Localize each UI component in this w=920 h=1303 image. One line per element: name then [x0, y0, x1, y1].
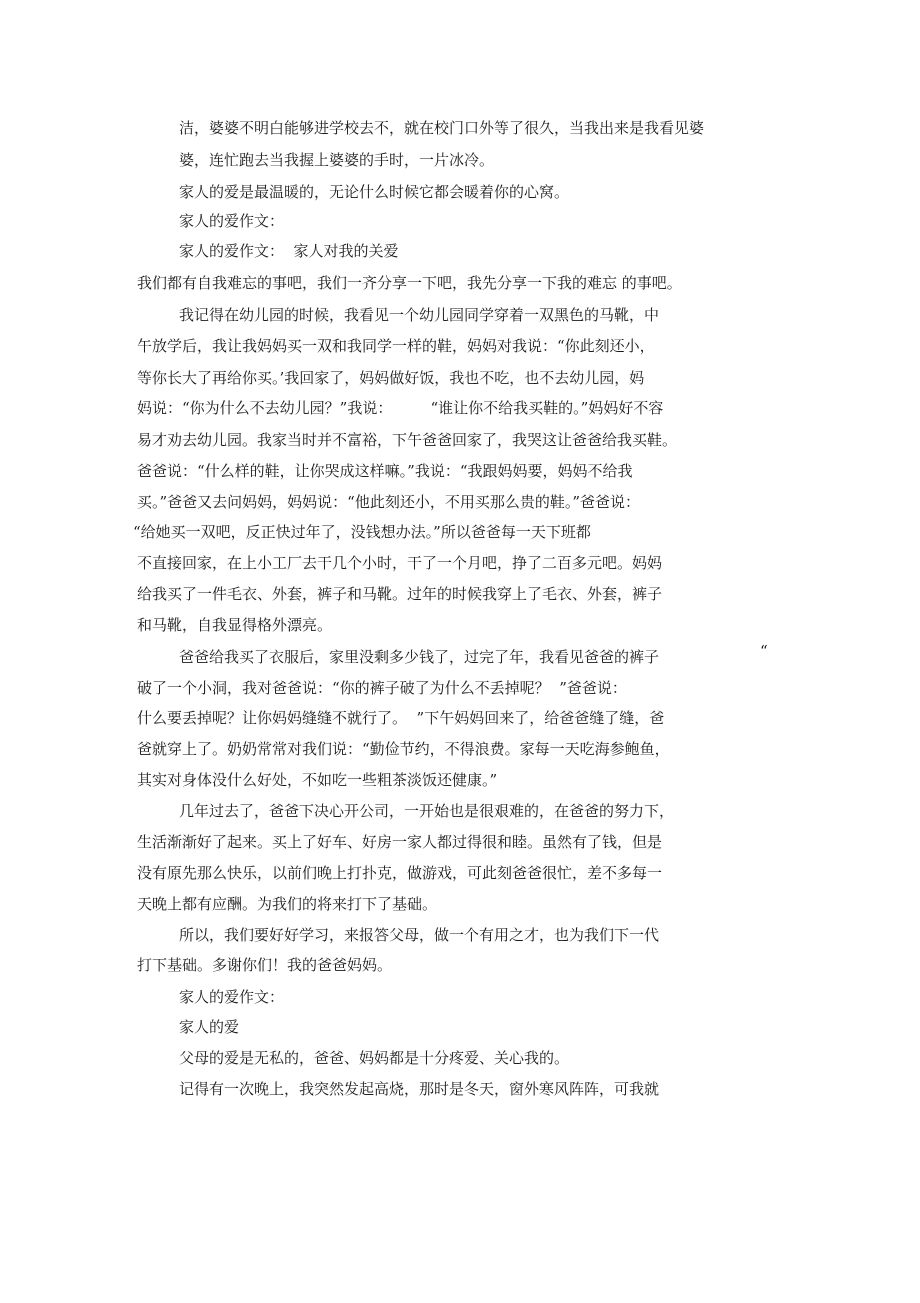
text-line-22: 其实对身体没什么好处，不如吃一些粗茶淡饭还健康。”	[137, 771, 498, 789]
text-line-26: 天晚上都有应酬。为我们的将来打下了基础。	[137, 895, 438, 913]
text-line-13: 买。”爸爸又去问妈妈，妈妈说：“他此刻还小，不用买那么贵的鞋。”爸爸说：	[137, 493, 641, 511]
text-line-5: 家人的爱作文： 家人对我的关爱	[179, 242, 399, 260]
text-line-29: 家人的爱作文：	[179, 988, 285, 1006]
text-line-31: 父母的爱是无私的，爸爸、妈妈都是十分疼爱、关心我的。	[179, 1049, 570, 1067]
text-line-15: 不直接回家，在上小工厂去干几个小时，干了一个月吧，挣了二百多元吧。妈妈	[137, 554, 663, 572]
text-line-3: 家人的爱是最温暖的，无论什么时候它都会暖着你的心窝。	[179, 183, 570, 201]
text-line-27: 所以，我们要好好学习，来报答父母，做一个有用之才，也为我们下一代	[179, 926, 660, 944]
text-line-21: 爸就穿上了。奶奶常常对我们说：“勤俭节约，不得浪费。家每一天吃海参鲍鱼，	[137, 740, 670, 758]
text-line-1: 洁，婆婆不明白能够进学校去不，就在校门口外等了很久，当我出来是我看见婆	[179, 119, 705, 137]
text-line-14: “给她买一双吧，反正快过年了，没钱想办法。”所以爸爸每一天下班都	[133, 523, 591, 541]
text-line-17: 和马靴，自我显得格外漂亮。	[137, 616, 333, 634]
text-line-19: 破了一个小洞，我对爸爸说：“你的裤子破了为什么不丢掉呢？ ”爸爸说：	[137, 679, 627, 697]
stray-quote-mark: “	[760, 642, 768, 660]
text-line-7: 我记得在幼儿园的时候，我看见一个幼儿园同学穿着一双黑色的马靴，中	[179, 306, 660, 324]
text-line-11: 易才劝去幼儿园。我家当时并不富裕，下午爸爸回家了，我哭这让爸爸给我买鞋。	[137, 431, 678, 449]
text-line-20: 什么要丢掉呢？让你妈妈缝缝不就行了。 ”下午妈妈回来了，给爸爸缝了缝，爸	[137, 709, 665, 727]
text-line-32: 记得有一次晚上，我突然发起高烧，那时是冬天，窗外寒风阵阵，可我就	[179, 1080, 660, 1098]
text-line-4: 家人的爱作文：	[179, 212, 285, 230]
text-line-16: 给我买了一件毛衣、外套，裤子和马靴。过年的时候我穿上了毛衣、外套，裤子	[137, 585, 663, 603]
text-line-10: 妈说：“你为什么不去幼儿园？”我说： “谁让你不给我买鞋的。”妈妈好不容	[137, 399, 664, 417]
text-line-18: 爸爸给我买了衣服后，家里没剩多少钱了，过完了年，我看见爸爸的裤子	[179, 648, 660, 666]
text-line-2: 婆，连忙跑去当我握上婆婆的手时，一片冰冷。	[179, 151, 495, 169]
text-line-24: 生活渐渐好了起来。买上了好车、好房一家人都过得很和睦。虽然有了钱，但是	[137, 833, 663, 851]
text-line-8: 午放学后，我让我妈妈买一双和我同学一样的鞋，妈妈对我说：“你此刻还小，	[137, 337, 655, 355]
text-line-6: 我们都有自我难忘的事吧，我们一齐分享一下吧，我先分享一下我的难忘 的事吧。	[137, 274, 682, 292]
text-line-23: 几年过去了，爸爸下决心开公司，一开始也是很艰难的，在爸爸的努力下，	[179, 802, 675, 820]
text-line-12: 爸爸说：“什么样的鞋，让你哭成这样嘛。”我说：“我跟妈妈要，妈妈不给我	[137, 462, 633, 480]
text-line-30: 家人的爱	[179, 1018, 240, 1036]
text-line-28: 打下基础。多谢你们！我的爸爸妈妈。	[137, 956, 393, 974]
text-line-25: 没有原先那么快乐，以前们晚上打扑克，做游戏，可此刻爸爸很忙，差不多每一	[137, 864, 663, 882]
text-line-9: 等你长大了再给你买。’我回家了，妈妈做好饭，我也不吃，也不去幼儿园，妈	[137, 369, 645, 387]
